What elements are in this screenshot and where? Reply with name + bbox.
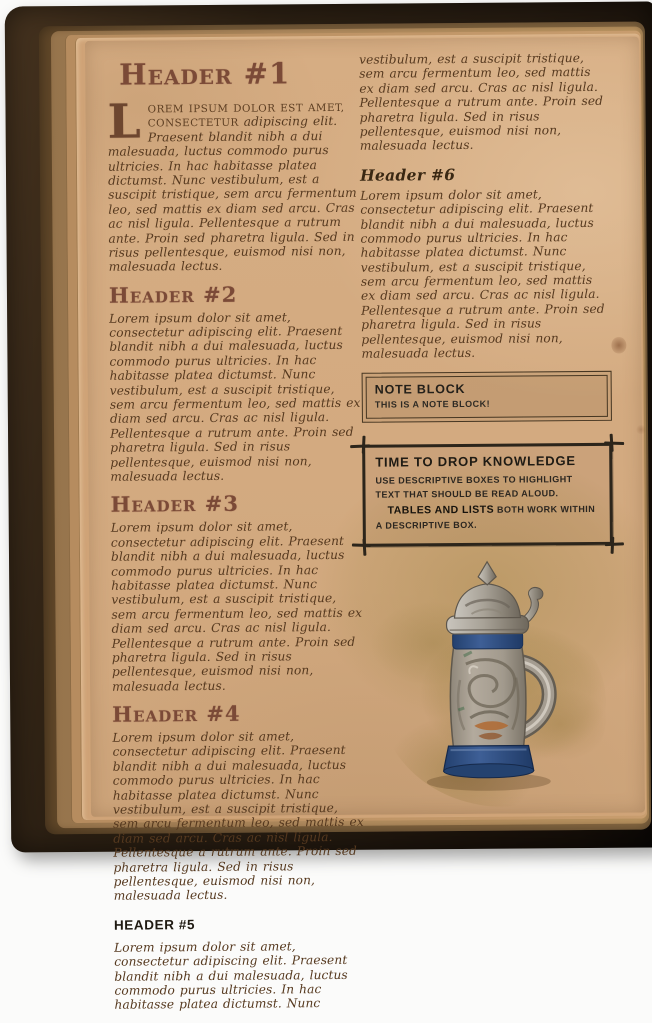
sketch-corner-mark [352, 543, 371, 547]
header-5: HEADER #5 [113, 916, 196, 933]
header-1: Header #1 [119, 56, 291, 92]
descriptive-box-paragraph-2 [376, 501, 600, 533]
sketch-corner-mark [611, 536, 615, 553]
descriptive-box-paragraph-1: USE DESCRIPTIVE BOXES TO HIGHLIGHT TEXT THAT SHOULD BE READ ALOUD. [375, 474, 573, 501]
header-3: Header #3 [110, 491, 240, 518]
note-block-title: NOTE BLOCK [374, 382, 466, 398]
paragraph-1 [107, 94, 360, 275]
left-column [107, 57, 367, 1023]
descriptive-box [362, 443, 613, 546]
paragraph-1-lead: OREM IPSUM DOLOR EST AMET, CONSECTETUR [147, 101, 345, 130]
header-4: Header #4 [112, 700, 241, 727]
descriptive-box-paragraph-2-rest: BOTH WORK WITHIN A DESCRIPTIVE BOX. [375, 504, 596, 531]
descriptive-box-title: TIME TO DROP KNOWLEDGE [375, 453, 576, 471]
note-block [362, 371, 612, 423]
header-6: Header #6 [359, 164, 456, 185]
sketch-corner-mark [362, 538, 366, 555]
beer-stein-illustration [407, 559, 569, 795]
sketch-corner-mark [604, 442, 624, 446]
paragraph-6: Lorem ipsum dolor sit amet, consectetur adipiscing elit. Praesent blandit nibh a dui malesuada, luctus commodo purus ultricies. In hac habitasse platea dictumst. Nunc vestibulum, est a suscipit tristique, sem arcu fermentum leo, sed mattis ex diam sed arcu. Cras ac nisl ligula. Pellentesque a rutrum ante. Proin sed pharetra ligula. Sed in risus pellentesque, euismod nisi non, malesuada lectus. [360, 187, 605, 361]
sketch-corner-mark [362, 436, 366, 454]
ink-stain [611, 337, 626, 354]
ink-stain [636, 425, 646, 435]
note-block-inner [366, 375, 608, 419]
sketch-corner-mark [605, 542, 624, 546]
book-cover [5, 1, 652, 1013]
descriptive-box-bold-lead: TABLES AND LISTS [387, 504, 495, 517]
parchment-page [85, 37, 645, 1013]
note-block-body: THIS IS A NOTE BLOCK! [374, 399, 491, 411]
paragraph-3: Lorem ipsum dolor sit amet, consectetur adipiscing elit. Praesent blandit nibh a dui malesuada, luctus commodo purus ultricies. In hac habitasse platea dictumst. Nunc vestibulum, est a suscipit tristique, sem arcu fermentum leo, sed mattis ex diam sed arcu. Cras ac nisl ligula. Pellentesque a rutrum ante. Proin sed pharetra ligula. Sed in risus pellentesque, euismod nisi non, malesuada lectus. [110, 519, 363, 694]
paragraph-5-continued: vestibulum, est a suscipit tristique, sem arcu fermentum leo, sed mattis ex diam sed arcu. Cras ac nisl ligula. Pellentesque a rutrum ante. Proin sed pharetra ligula. Sed in risus pellentesque, euismod nisi non, malesuada lectus. [359, 51, 604, 154]
header-2: Header #2 [108, 281, 238, 308]
right-column [359, 51, 615, 820]
paragraph-1-body: adipiscing elit. Praesent blandit nibh a dui malesuada, luctus commodo purus ultricies. In hac habitasse platea dictumst. Nunc vestibulum, est a suscipit tristique, sem arcu fermentum leo, sed mattis ex diam sed arcu. Cras ac nisl ligula. Pellentesque a rutrum ante. Proin sed pharetra ligula. Sed in risus pellentesque, euismod nisi non, malesuada lectus. [107, 114, 357, 275]
paragraph-2: Lorem ipsum dolor sit amet, consectetur adipiscing elit. Praesent blandit nibh a dui malesuada, luctus commodo purus ultricies. In hac habitasse platea dictumst. Nunc vestibulum, est a suscipit tristique, sem arcu fermentum leo, sed mattis ex diam sed arcu. Cras ac nisl ligula. Pellentesque a rutrum ante. Proin sed pharetra ligula. Sed in risus pellentesque, euismod nisi non, malesuada lectus. [109, 310, 361, 484]
sketch-corner-mark [610, 434, 614, 452]
paragraph-4: Lorem ipsum dolor sit amet, consectetur adipiscing elit. Praesent blandit nibh a dui malesuada, luctus commodo purus ultricies. In hac habitasse platea dictumst. Nunc vestibulum, est a suscipit tristique, sem arcu fermentum leo, sed mattis ex diam sed arcu. Cras ac nisl ligula. Pellentesque a rutrum ante. Proin sed pharetra ligula. Sed in risus pellentesque, euismod nisi non, malesuada lectus. [112, 729, 364, 904]
paragraph-5-start: Lorem ipsum dolor sit amet, consectetur adipiscing elit. Praesent blandit nibh a dui malesuada, luctus commodo purus ultricies. In hac habitasse platea dictumst. Nunc [114, 939, 348, 1013]
illustration-area [363, 558, 615, 820]
drop-cap: L [107, 94, 141, 150]
